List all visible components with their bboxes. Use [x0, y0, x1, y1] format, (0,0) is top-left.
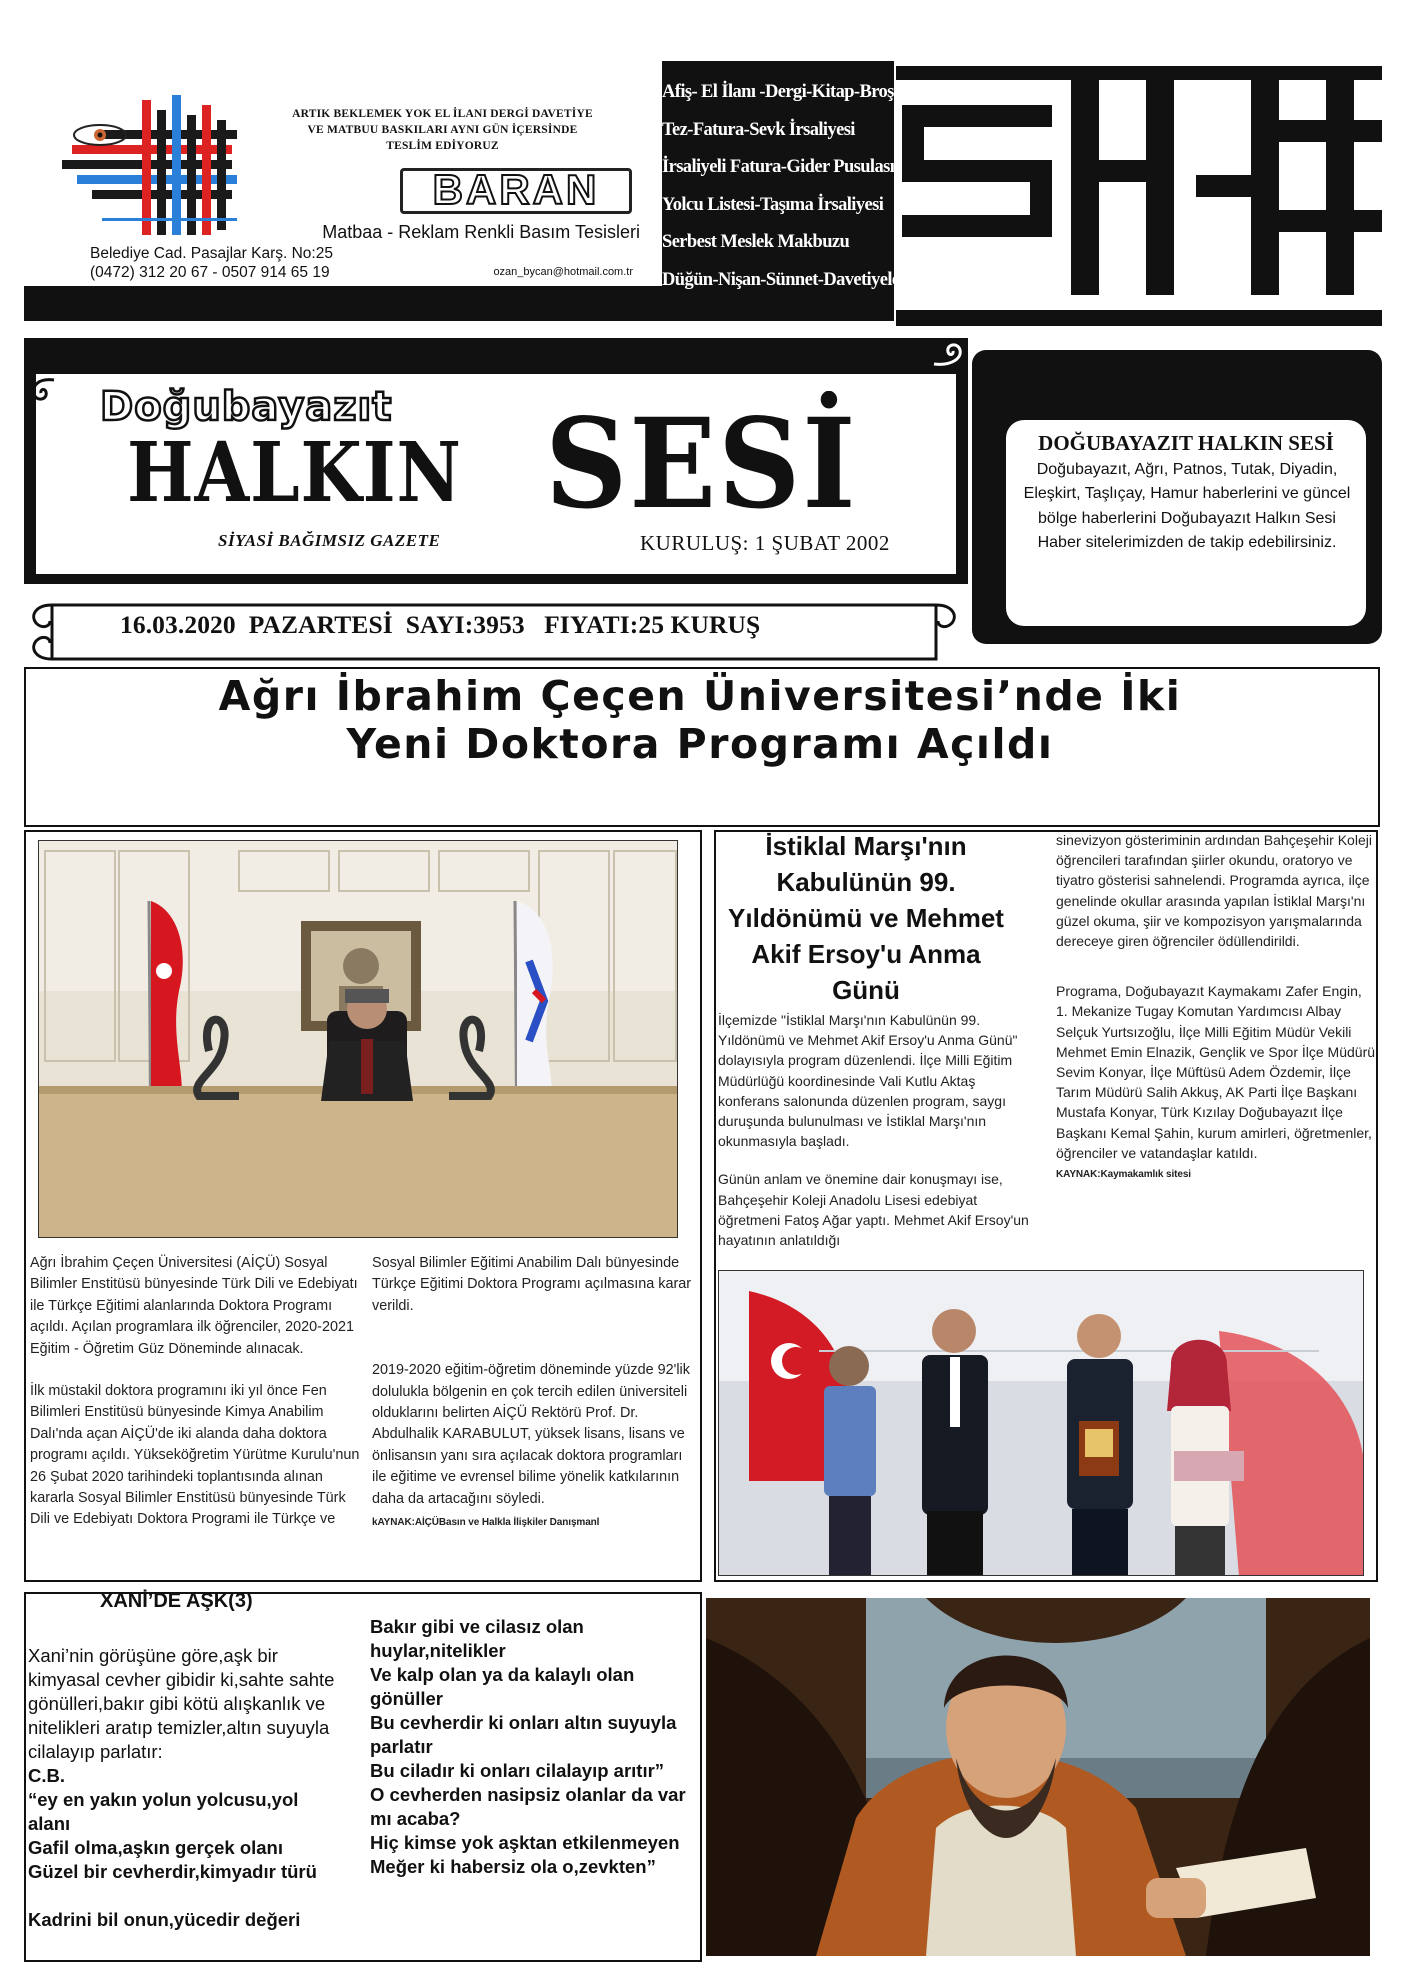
- poem-line: Bu ciladır ki onları cilalayıp arıtır”: [370, 1760, 665, 1781]
- poem-line: Hiç kimse yok aşktan etkilenmeyen: [370, 1832, 680, 1853]
- masthead-founded: KURULUŞ: 1 ŞUBAT 2002: [640, 531, 890, 555]
- poem-line: [28, 1884, 338, 1908]
- ad-subtitle: Matbaa - Reklam Renkli Basım Tesisleri: [322, 222, 640, 242]
- masthead-name-second: SESİ: [545, 392, 858, 537]
- poem-line: “ey en yakın yolun yolcusu,yol alanı: [28, 1789, 299, 1834]
- xani-intro: Xani’nin görüşüne göre,aşk bir kimyasal cevher gibidir ki,sahte sahte gönülleri,bakır gibi kötü alışkanlık ve nitelikleri aratıp temizler,altın suyuyla cilalayıp parlatır:: [28, 1645, 335, 1762]
- xani-col-b: [370, 1615, 686, 1879]
- poem-line: Gafil olma,aşkın gerçek olanı: [28, 1837, 283, 1858]
- ad-service-item: Düğün-Nişan-Sünnet-Davetiyeleri: [662, 269, 912, 290]
- poem-line: Ve kalp olan ya da kalaylı olan gönüller: [370, 1664, 635, 1709]
- xani-portrait-painting: [706, 1598, 1370, 1956]
- poem-line: O cevherden nasipsiz olanlar da var mı acaba?: [370, 1784, 686, 1829]
- main-headline: [40, 672, 1360, 768]
- ad-service-item: Yolcu Listesi-Taşıma İrsaliyesi: [662, 194, 884, 215]
- poem-line: Kadrini bil onun,yücedir değeri: [28, 1909, 301, 1930]
- poem-line: Güzel bir cevherdir,kimyadır türü: [28, 1861, 317, 1882]
- ad-service-item: Serbest Meslek Makbuzu: [662, 232, 850, 252]
- paragraph: Sosyal Bilimler Eğitimi Anabilim Dalı bünyesinde Türkçe Eğitimi Doktora Programı açılmasına karar verildi.: [372, 1255, 692, 1314]
- poem-line: Meğer ki habersiz ola o,zevkten”: [370, 1856, 656, 1877]
- ad-service-item: Afiş- El İlanı -Dergi-Kitap-Broşür: [662, 82, 912, 102]
- ad-email: ozan_bycan@hotmail.com.tr: [493, 266, 633, 278]
- decorative-emblem-icon: [896, 60, 1382, 328]
- award-ceremony-photo: [718, 1270, 1364, 1576]
- info-text: Doğubayazıt, Ağrı, Patnos, Tutak, Diyadin, Eleşkirt, Taşlıçay, Hamur haberlerini ve güncel bölge haberlerini Doğubayazıt Halkın Sesi Haber sitelerimizden de takip edebilirsiniz.: [1023, 461, 1351, 551]
- ad-brand-name: BARAN: [400, 168, 632, 214]
- ad-address: [90, 244, 390, 282]
- ad-tagline-line: VE MATBUU BASKILARI AYNI GÜN İÇERSİNDE: [307, 124, 578, 136]
- paragraph: Ağrı İbrahim Çeçen Üniversitesi (AİÇÜ) Sosyal Bilimler Enstitüsü bünyesinde Türk Dili ve Edebiyatı ile Türkçe Eğitimi alanlarında Doktora Programı açıldı. Açılan programlara ilk öğrenciler, 2020-2021 Eğitim - Öğretim Güz Döneminde alınacak.: [30, 1255, 358, 1357]
- source-credit: KAYNAK:Kaymakamlık sitesi: [1056, 1169, 1191, 1181]
- poem-line: Bakır gibi ve cilasız olan huylar,nitelikler: [370, 1616, 584, 1661]
- paragraph: İlçemizde "İstiklal Marşı'nın Kabulünün 99. Yıldönümü ve Mehmet Akif Ersoy'u Anma Günü" dolayısıyla program düzenlendi. İlçe Milli Eğitim Müdürlüğü koordinesinde Vali Kutlu Aktaş konferans salonunda düzenlen program, saygı duruşunda bulunulması ve İstiklal Marşı'nın okunmasıyla başladı.: [718, 1012, 1018, 1150]
- masthead-slogan: SİYASİ BAĞIMSIZ GAZETE: [218, 531, 441, 550]
- ad-address-line: Belediye Cad. Pasajlar Karş. No:25: [90, 245, 333, 262]
- headline-line: Ağrı İbrahim Çeçen Üniversitesi’nde İki: [218, 672, 1182, 720]
- paragraph: 2019-2020 eğitim-öğretim döneminde yüzde 92'lik dolulukla bölgenin en çok tercih edilen üniversiteli olduklarını belirten AİÇÜ Rektörü Prof. Dr. Abdulhalik KARABULUT, yüksek lisans, lisans ve önlisansın yanı sıra açılacak doktora programları ile eğitime ve evrensel bilime yönelik katkılarının daha da artacağını söyledi.: [372, 1362, 690, 1507]
- rector-office-photo: [38, 840, 678, 1238]
- article-anthem-col-b: [1056, 830, 1376, 1185]
- author-initials: C.B.: [28, 1765, 65, 1786]
- xani-col-a: [28, 1644, 338, 1932]
- ad-phone-line: (0472) 312 20 67 - 0507 914 65 19: [90, 264, 330, 281]
- article-anthem-col-a: [718, 1010, 1038, 1250]
- scroll-curl-icon: [930, 338, 966, 368]
- ad-tagline-line: TESLİM EDİYORUZ: [386, 140, 499, 152]
- paragraph: Programa, Doğubayazıt Kaymakamı Zafer Engin, 1. Mekanize Tugay Komutan Yardımcısı Albay Selçuk Yurtsızoğlu, İlçe Milli Eğitim Müdür Vekili Mehmet Emin Elnazik, Gençlik ve Spor İlçe Müdürü Sevim Konyar, İlçe Müftüsü Adem Özdemir, İlçe Tarım Müdürü Salih Akkuş, AK Parti İlçe Başkanı Mustafa Konyar, Türk Kızılay Doğubayazıt İlçe Başkanı Kemal Şahin, kurum amirleri, öğretmenler, öğrenciler ve vatandaşlar katıldı.: [1056, 983, 1376, 1161]
- ad-tagline: [245, 106, 640, 154]
- article-anthem-title: İstiklal Marşı'nın Kabulünün 99. Yıldönümü ve Mehmet Akif Ersoy'u Anma Günü: [728, 831, 1004, 1005]
- masthead-place: Doğubayazıt: [100, 384, 393, 430]
- scroll-curl-icon: [28, 376, 58, 406]
- masthead-name-first: HALKIN: [127, 425, 462, 521]
- xani-title: XANİ’DE AŞK(3): [100, 1590, 253, 1612]
- ad-tagline-line: ARTIK BEKLEMEK YOK EL İLANI DERGİ DAVETİYE: [292, 108, 593, 120]
- paragraph: Günün anlam ve önemine dair konuşmayı ise, Bahçeşehir Koleji Anadolu Lisesi edebiyat öğretmeni Fatoş Ağar yaptı. Mehmet Akif Ersoy'un hayatının anlatıldığı: [718, 1171, 1029, 1249]
- ad-service-item: Tez-Fatura-Sevk İrsaliyesi: [662, 119, 855, 140]
- article-university-col-b: [372, 1253, 692, 1533]
- ad-services-list: [662, 74, 912, 299]
- info-title: DOĞUBAYAZIT HALKIN SESİ: [1038, 431, 1334, 455]
- issue-info: 16.03.2020 PAZARTESİ SAYI:3953 FIYATI:25 KURUŞ: [120, 610, 761, 639]
- ad-service-item: İrsaliyeli Fatura-Gider Pusulası: [662, 157, 895, 177]
- poem-line: Bu cevherdir ki onları altın suyuyla parlatır: [370, 1712, 677, 1757]
- source-credit: kAYNAK:AİÇÜBasın ve Halkla İlişkiler Danışmanl: [372, 1517, 600, 1529]
- paragraph: İlk müstakil doktora programını iki yıl önce Fen Bilimleri Enstitüsü bünyesinde Kimya Anabilim Dalı'nda açan AİÇÜ'de iki alanda daha doktora programı açıldı. Yükseköğretim Yürütme Kurulu'nun 26 Şubat 2020 tarihindeki toplantısında alınan kararla Sosyal Bilimler Enstitüsü bünyesinde Türk Dili ve Edebiyatı Doktora Programi ile Türkçe ve: [30, 1383, 360, 1528]
- headline-line: Yeni Doktora Programı Açıldı: [346, 720, 1054, 768]
- article-university-col-a: [30, 1253, 360, 1531]
- printing-logo-icon: [52, 90, 242, 240]
- paragraph: sinevizyon gösteriminin ardından Bahçeşehir Koleji öğrencileri tarafından şiirler okundu, oratoryo ve tiyatro gösterisi sahnelendi. Programda ayrıca, ilçe genelinde okullar arasında yapılan İstiklal Marşı'nı güzel okuma, şiir ve kompozisyon yarışmalarında dereceye giren öğrenciler ödüllendirildi.: [1056, 832, 1372, 950]
